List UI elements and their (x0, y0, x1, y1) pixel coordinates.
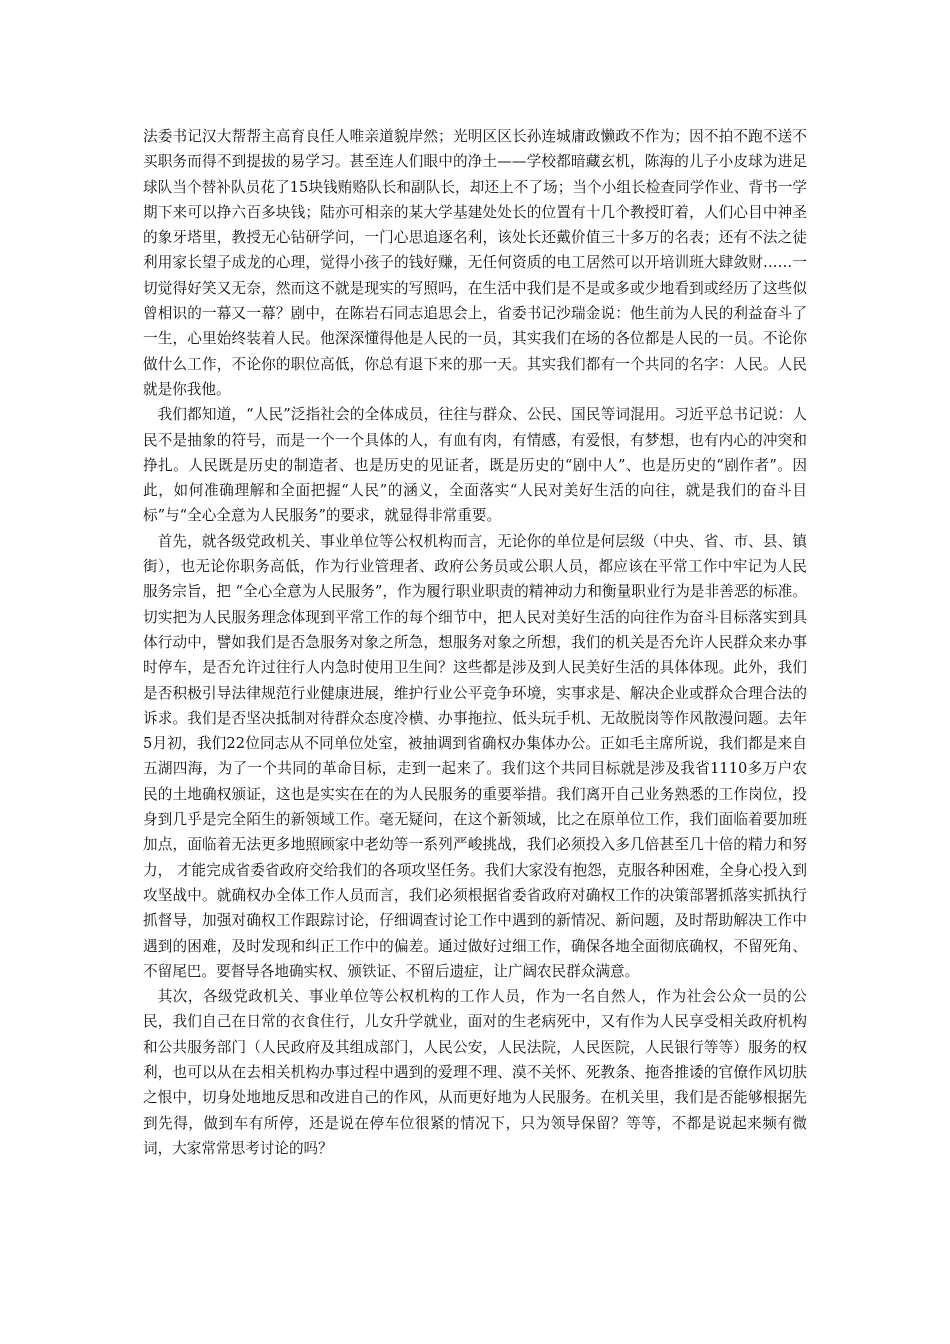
paragraph-4: 其次，各级党政机关、事业单位等公权机构的工作人员，作为一名自然人，作为社会公众一员的公民，我们自己在日常的衣食住行，儿女升学就业，面对的生老病死中，又有作为人民享受相关政府机构和公共服务部门（人民政府及其组成部门，人民公安，人民法院，人民医院，人民银行等等）服务的权利，也可以从在去相关机构办事过程中遇到的爱理不理、漠不关怀、死教条、拖沓推诿的官僚作风切肤之恨中，切身处地地反思和改进自己的作风，从而更好地为人民服务。在机关里，我们是否能够根据先到先得，做到车有所停，还是说在停车位很紧的情况下，只为领导保留？等等，不都是说起来频有微词，大家常常思考讨论的吗？ (143, 988, 807, 1157)
paragraph-1: 法委书记汉大帮帮主高育良任人唯亲道貌岸然；光明区区长孙连城庸政懒政不作为；因不拍不跑不送不买职务而得不到提拔的易学习。甚至连人们眼中的净土——学校都暗藏玄机，陈海的儿子小皮球为进足球队当个替补队员花了15块钱贿赂队长和副队长，却还上不了场；当个小组长检查同学作业、背书一学期下来可以挣六百多块钱；陆亦可相亲的某大学基建处处长的位置有十几个教授盯着，人们心目中神圣的象牙塔里，教授无心钻研学问，一门心思追逐名利，该处长还戴价值三十多万的名表；还有不法之徒利用家长望子成龙的心理，觉得小孩子的钱好赚，无任何资质的电工居然可以开培训班大肆敛财……一切觉得好笑又无奈，然而这不就是现实的写照吗，在生活中我们是不是或多或少地看到或经历了这些似曾相识的一幕又一幕？剧中，在陈岩石同志追思会上，省委书记沙瑞金说：他生前为人民的利益奋斗了一生，心里始终装着人民。他深深懂得他是人民的一员，其实我们在场的各位都是人民的一员。不论你做什么工作，不论你的职位高低，你总有退下来的那一天。其实我们都有一个共同的名字：人民。人民就是你我他。 (143, 128, 807, 398)
document-body (143, 124, 807, 1161)
paragraph-3: 首先，就各级党政机关、事业单位等公权机构而言，无论你的单位是何层级（中央、省、市、县、镇街），也无论你职务高低，作为行业管理者、政府公务员或公职人员，都应该在平常工作中牢记为人民服务宗旨，把 “全心全意为人民服务”，作为履行职业职责的精神动力和衡量职业行为是非善恶的标准。切实把为人民服务理念体现到平常工作的每个细节中，把人民对美好生活的向往作为奋斗目标落实到具体行动中，譬如我们是否急服务对象之所急，想服务对象之所想，我们的机关是否允许人民群众来办事时停车，是否允许过往行人内急时使用卫生间？这些都是涉及到人民美好生活的具体体现。此外，我们是否积极引导法律规范行业健康进展，维护行业公平竞争环境，实事求是、解决企业或群众合理合法的诉求。我们是否坚决抵制对待群众态度冷横、办事拖拉、低头玩手机、无故脱岗等作风散漫问题。去年5月初，我们22位同志从不同单位处室，被抽调到省确权办集体办公。正如毛主席所说，我们都是来自五湖四海，为了一个共同的革命目标，走到一起来了。我们这个共同目标就是涉及我省1110多万户农民的土地确权颁证，这也是实实在在的为人民服务的重要举措。我们离开自己业务熟悉的工作岗位，投身到几乎是完全陌生的新领域工作。毫无疑问，在这个新领域，比之在原单位工作，我们面临着要加班加点，面临着无法更多地照顾家中老幼等一系列严峻挑战，我们必须投入多几倍甚至几十倍的精力和努力， 才能完成省委省政府交给我们的各项攻坚任务。我们大家没有抱怨，克服各种困难，全身心投入到攻坚战中。就确权办全体工作人员而言，我们必须根据省委省政府对确权工作的决策部署抓落实抓执行抓督导，加强对确权工作跟踪讨论，仔细调查讨论工作中遇到的新情况、新问题，及时帮助解决工作中遇到的困难，及时发现和纠正工作中的偏差。通过做好过细工作，确保各地全面彻底确权，不留死角、不留尾巴。要督导各地确实权、颁铁证、不留后遗症，让广阔农民群众满意。 (143, 532, 807, 980)
paragraph-2: 我们都知道，“人民”泛指社会的全体成员，往往与群众、公民、国民等词混用。习近平总书记说：人民不是抽象的符号，而是一个一个具体的人，有血有肉，有情感，有爱恨，有梦想，也有内心的冲突和挣扎。人民既是历史的制造者、也是历史的见证者，既是历史的“剧中人”、也是历史的“剧作者”。因此，如何准确理解和全面把握“人民”的涵义，全面落实“人民对美好生活的向往，就是我们的奋斗目标”与“全心全意为人民服务”的要求，就显得非常重要。 (143, 406, 807, 525)
